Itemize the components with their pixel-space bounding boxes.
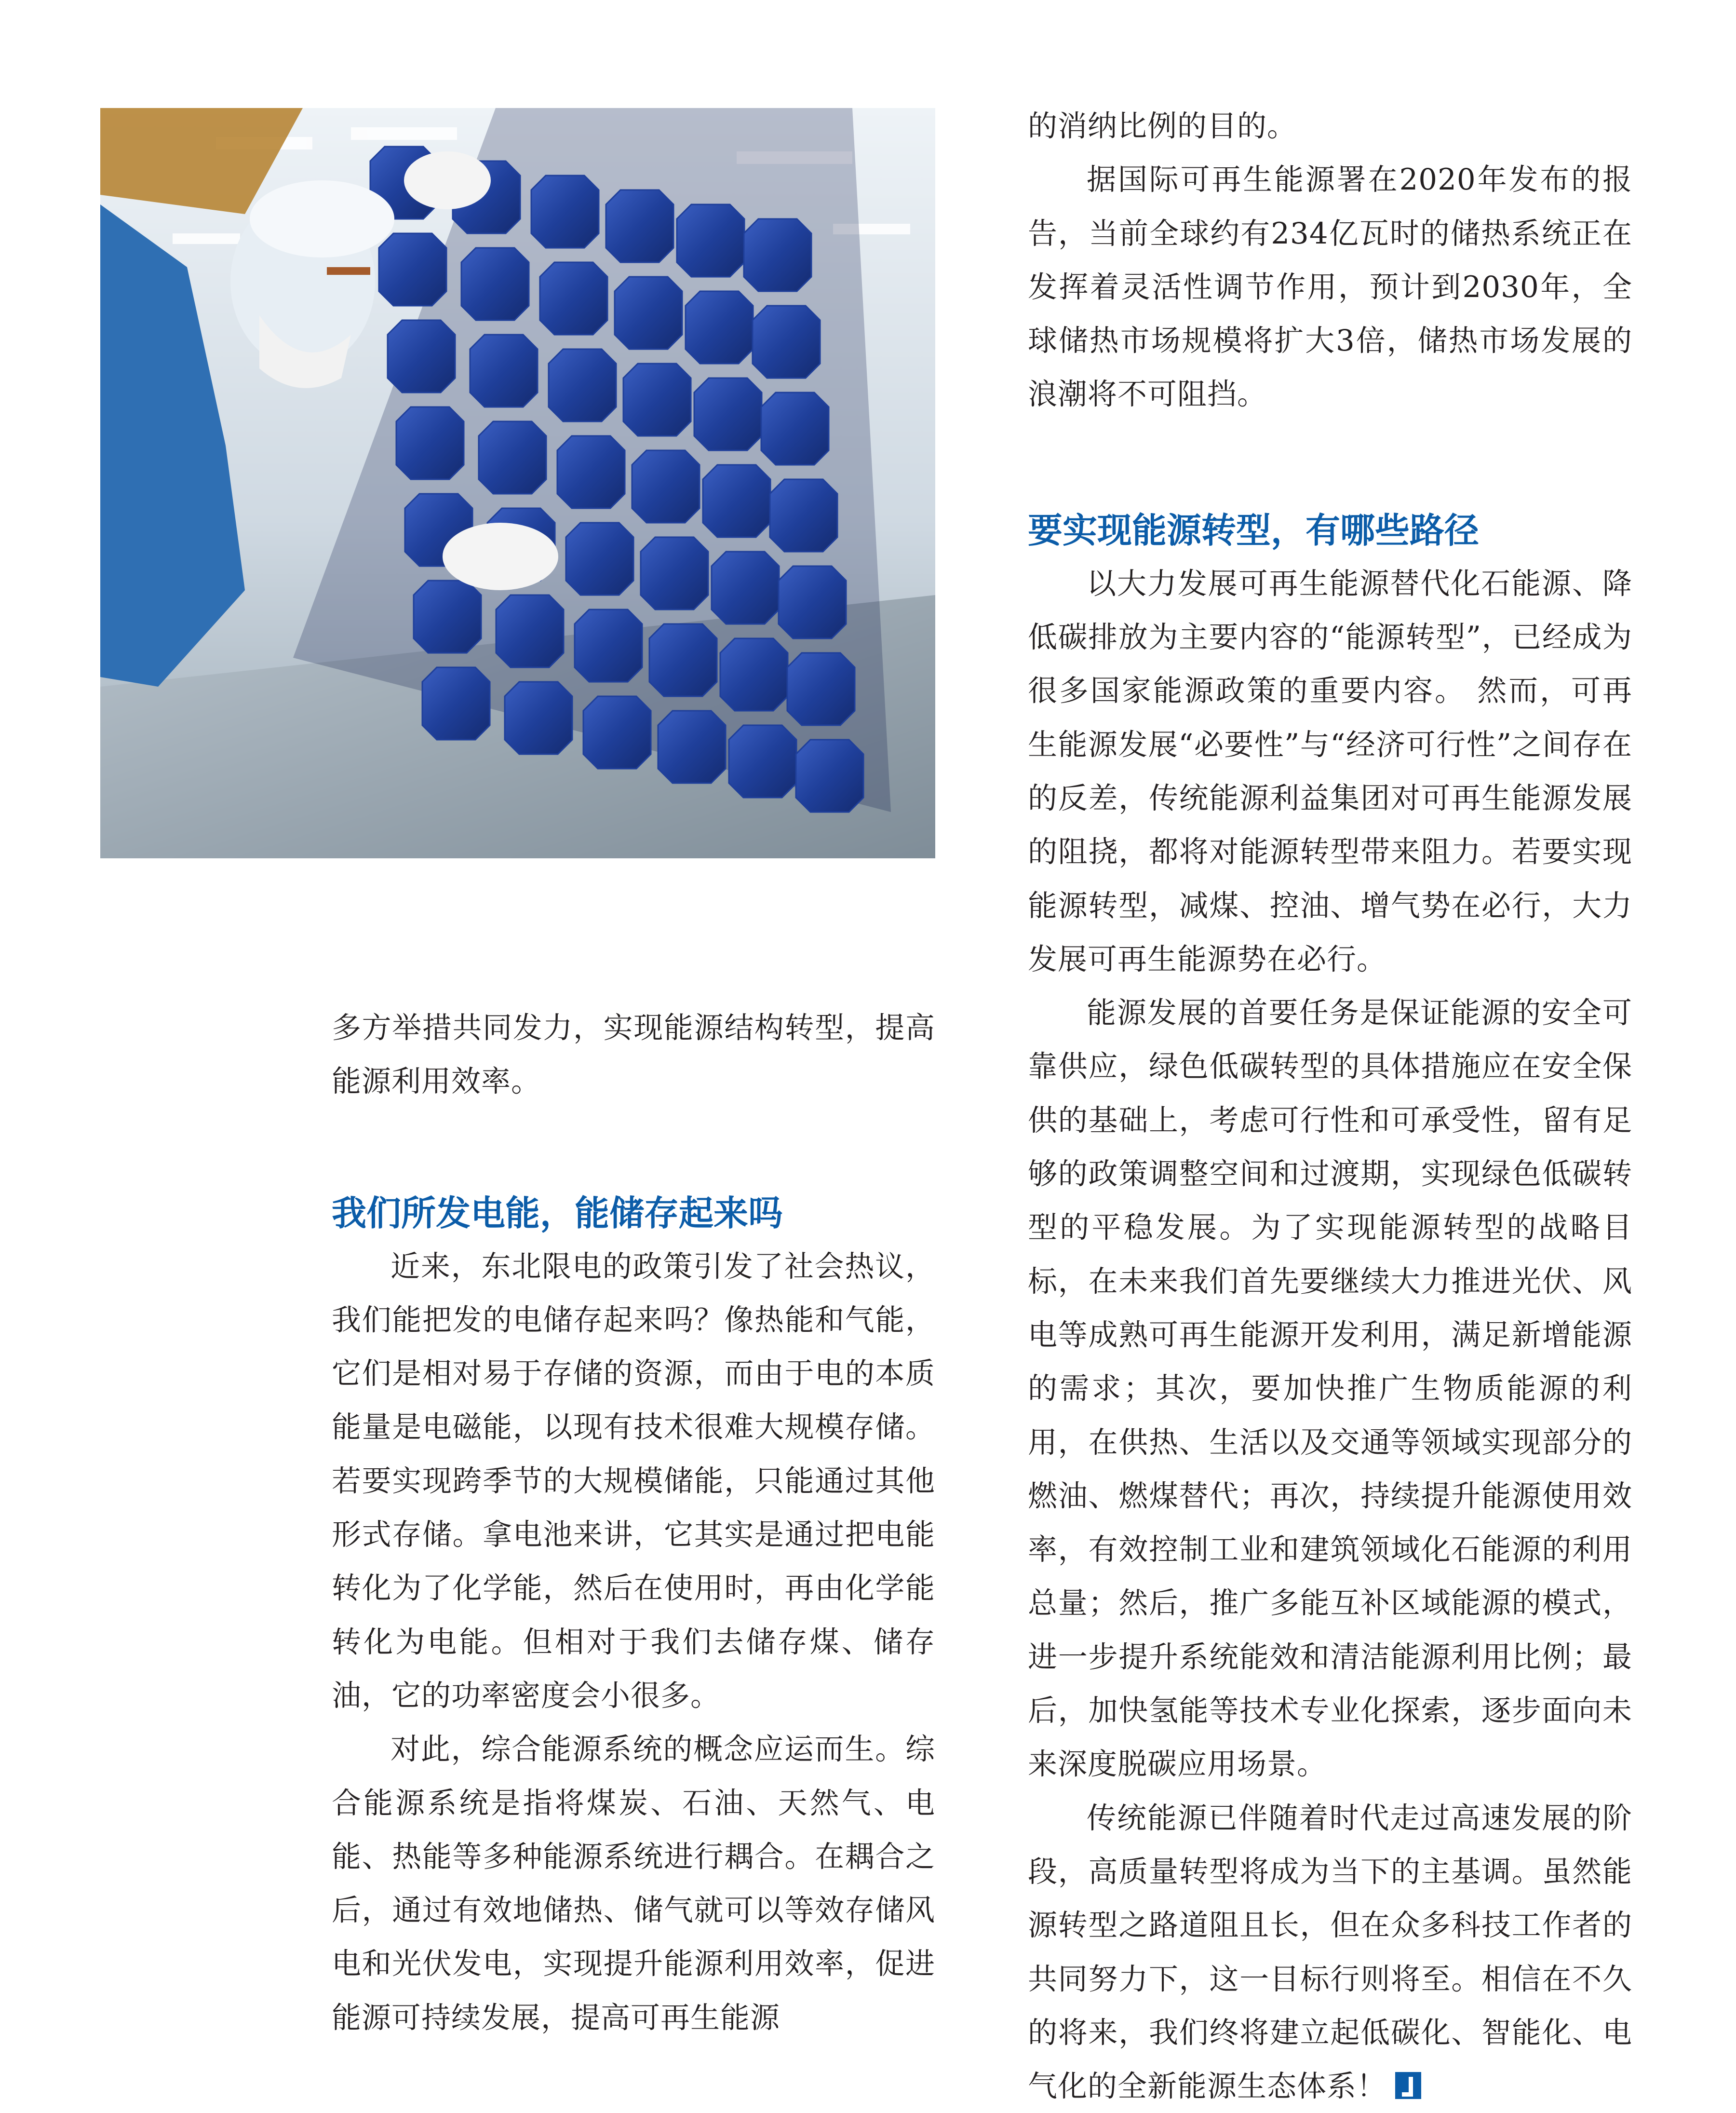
section-heading-transition: 要实现能源转型，有哪些路径 [1028,510,1480,551]
solar-cell [641,537,708,610]
solar-cell [703,465,770,537]
solar-cell [615,277,682,349]
section-heading-storage: 我们所发电能，能储存起来吗 [332,1192,783,1233]
solar-cell [461,248,529,320]
solar-cell [744,219,811,291]
solar-cell [566,523,633,595]
paragraph-continued: 多方举措共同发力，实现能源结构转型，提高能源利用效率。 [332,1011,935,1099]
solar-cell [396,407,464,479]
solar-cell [557,436,625,508]
end-of-article-icon [1395,2072,1421,2099]
solar-cell [479,421,546,494]
solar-cell [549,349,616,421]
solar-cell [712,552,779,624]
solar-cell [729,725,796,798]
solar-cell [606,190,673,262]
solar-cell [770,479,837,552]
solar-cell [496,595,564,667]
left-column [332,1001,935,2045]
solar-cell [531,176,599,248]
paragraph: 近来，东北限电的政策引发了社会热议，我们能把发的电储存起来吗？像热能和气能，它们是相对易于存储的资源，而由于电的本质能量是电磁能，以现有技术很难大规模存储。若要实现跨季节的大规模储能，只能通过其他形式存储。拿电池来讲，它其实是通过把电能转化为了化学能，然后在使用时，再由化学能转化为电能。但相对于我们去储存煤、储存油，它的功率密度会小很多。 [332,1249,935,1713]
solar-cell [779,566,846,638]
solar-cell [583,696,651,769]
paragraph: 能源发展的首要任务是保证能源的安全可靠供应，绿色低碳转型的具体措施应在安全保供的基础上，考虑可行性和可承受性，留有足够的政策调整空间和过渡期，实现绿色低碳转型的平稳发展。为了实现能源转型的战略目标，在未来我们首先要继续大力推进光伏、风电等成熟可再生能源开发利用，满足新增能源的需求；其次，要加快推广生物质能源的利用，在供热、生活以及交通等领域实现部分的燃油、燃煤替代；再次，持续提升能源使用效率，有效控制工业和建筑领域化石能源的利用总量；然后，推广多能互补区域能源的模式，进一步提升系统能效和清洁能源利用比例；最后，加快氢能等技术专业化探索，逐步面向未来深度脱碳应用场景。 [1028,996,1632,1782]
solar-cell [379,233,446,306]
paragraph: 以大力发展可再生能源替代化石能源、降低碳排放为主要内容的“能源转型”，已经成为很多国家能源政策的重要内容。 然而，可再生能源发展“必要性”与“经济可行性”之间存在的反差，传统能源利益集团对可再生能源发展的阻挠，都将对能源转型带来阻力。若要实现能源转型，减煤、控油、增气势在必行，大力发展可再生能源势在必行。 [1028,566,1632,976]
solar-cell [414,581,481,653]
solar-cell [753,306,820,378]
solar-cell [632,450,700,523]
solar-cell [575,610,642,682]
paragraph: 据国际可再生能源署在2020年发布的报告，当前全球约有234亿瓦时的储热系统正在发挥着灵活性调节作用，预计到2030年，全球储热市场规模将扩大3倍，储热市场发展的浪潮将不可阻挡。 [1028,163,1632,412]
solar-cell [686,291,753,364]
solar-cell [720,638,788,711]
solar-cell [623,364,691,436]
solar-cell [658,711,726,783]
solar-cell [796,740,863,812]
solar-cell [677,204,744,277]
solar-cell [787,653,855,725]
solar-cell [388,320,455,393]
paragraph-final-text: 传统能源已伴随着时代走过高速发展的阶段，高质量转型将成为当下的主基调。虽然能源转型之路道阻且长，但在众多科技工作者的共同努力下，这一目标行则将至。相信在不久的将来，我们终将建立起低碳化、智能化、电气化的全新能源生态体系！ [1028,1801,1632,2104]
solar-cell [761,393,829,465]
photo-illustration [100,108,935,858]
solar-cell [694,378,762,450]
paragraph-final [1028,1791,1632,2113]
paragraph-continued: 的消纳比例的目的。 [1028,109,1297,143]
solar-cell [505,682,572,754]
right-column [1028,99,1632,2113]
solar-cell [470,335,538,407]
solar-panel-photo [100,108,935,858]
solar-cell [649,624,717,696]
solar-cell [422,667,490,740]
paragraph: 对此，综合能源系统的概念应运而生。综合能源系统是指将煤炭、石油、天然气、电能、热能等多种能源系统进行耦合。在耦合之后，通过有效地储热、储气就可以等效存储风电和光伏发电，实现提升能源利用效率，促进能源可持续发展，提高可再生能源 [332,1732,935,2035]
solar-cell [540,262,607,335]
